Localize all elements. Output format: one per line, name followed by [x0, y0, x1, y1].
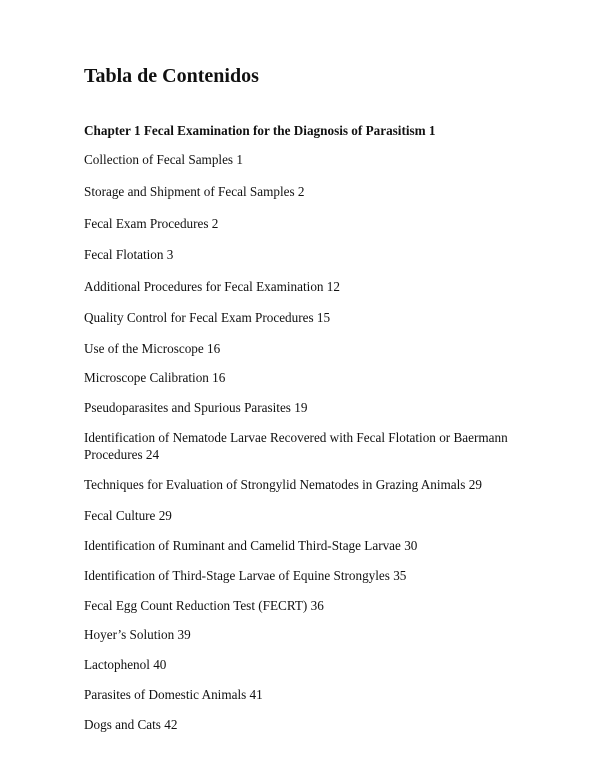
- toc-entry[interactable]: Use of the Microscope 16: [84, 341, 221, 356]
- toc-entry[interactable]: Techniques for Evaluation of Strongylid Nematodes in Grazing Animals 29: [84, 477, 482, 492]
- toc-entry[interactable]: Identification of Nematode Larvae Recovered with Fecal Flotation or Baermann Procedures 24: [84, 430, 508, 462]
- toc-entry[interactable]: Fecal Culture 29: [84, 508, 172, 523]
- toc-entry-chapter-1[interactable]: Chapter 1 Fecal Examination for the Diagnosis of Parasitism 1: [84, 123, 436, 138]
- toc-entry[interactable]: Microscope Calibration 16: [84, 370, 226, 385]
- toc-entry[interactable]: Quality Control for Fecal Exam Procedures 15: [84, 310, 331, 325]
- toc-entry[interactable]: Lactophenol 40: [84, 657, 167, 672]
- toc-page: [84, 64, 544, 732]
- toc-entry[interactable]: Fecal Egg Count Reduction Test (FECRT) 36: [84, 598, 324, 613]
- toc-title: Tabla de Contenidos: [84, 65, 259, 87]
- toc-entry[interactable]: Storage and Shipment of Fecal Samples 2: [84, 184, 305, 199]
- toc-entry[interactable]: Identification of Ruminant and Camelid Third-Stage Larvae 30: [84, 538, 418, 553]
- toc-entry[interactable]: Dogs and Cats 42: [84, 717, 178, 732]
- toc-entry[interactable]: Hoyer’s Solution 39: [84, 627, 191, 642]
- toc-entry[interactable]: Pseudoparasites and Spurious Parasites 19: [84, 400, 308, 415]
- toc-entry[interactable]: Fecal Exam Procedures 2: [84, 216, 219, 231]
- toc-entry[interactable]: Parasites of Domestic Animals 41: [84, 687, 263, 702]
- toc-entry[interactable]: Identification of Third-Stage Larvae of Equine Strongyles 35: [84, 568, 407, 583]
- toc-entry[interactable]: Collection of Fecal Samples 1: [84, 152, 243, 167]
- toc-entry[interactable]: Additional Procedures for Fecal Examination 12: [84, 279, 340, 294]
- toc-entry[interactable]: Fecal Flotation 3: [84, 247, 174, 262]
